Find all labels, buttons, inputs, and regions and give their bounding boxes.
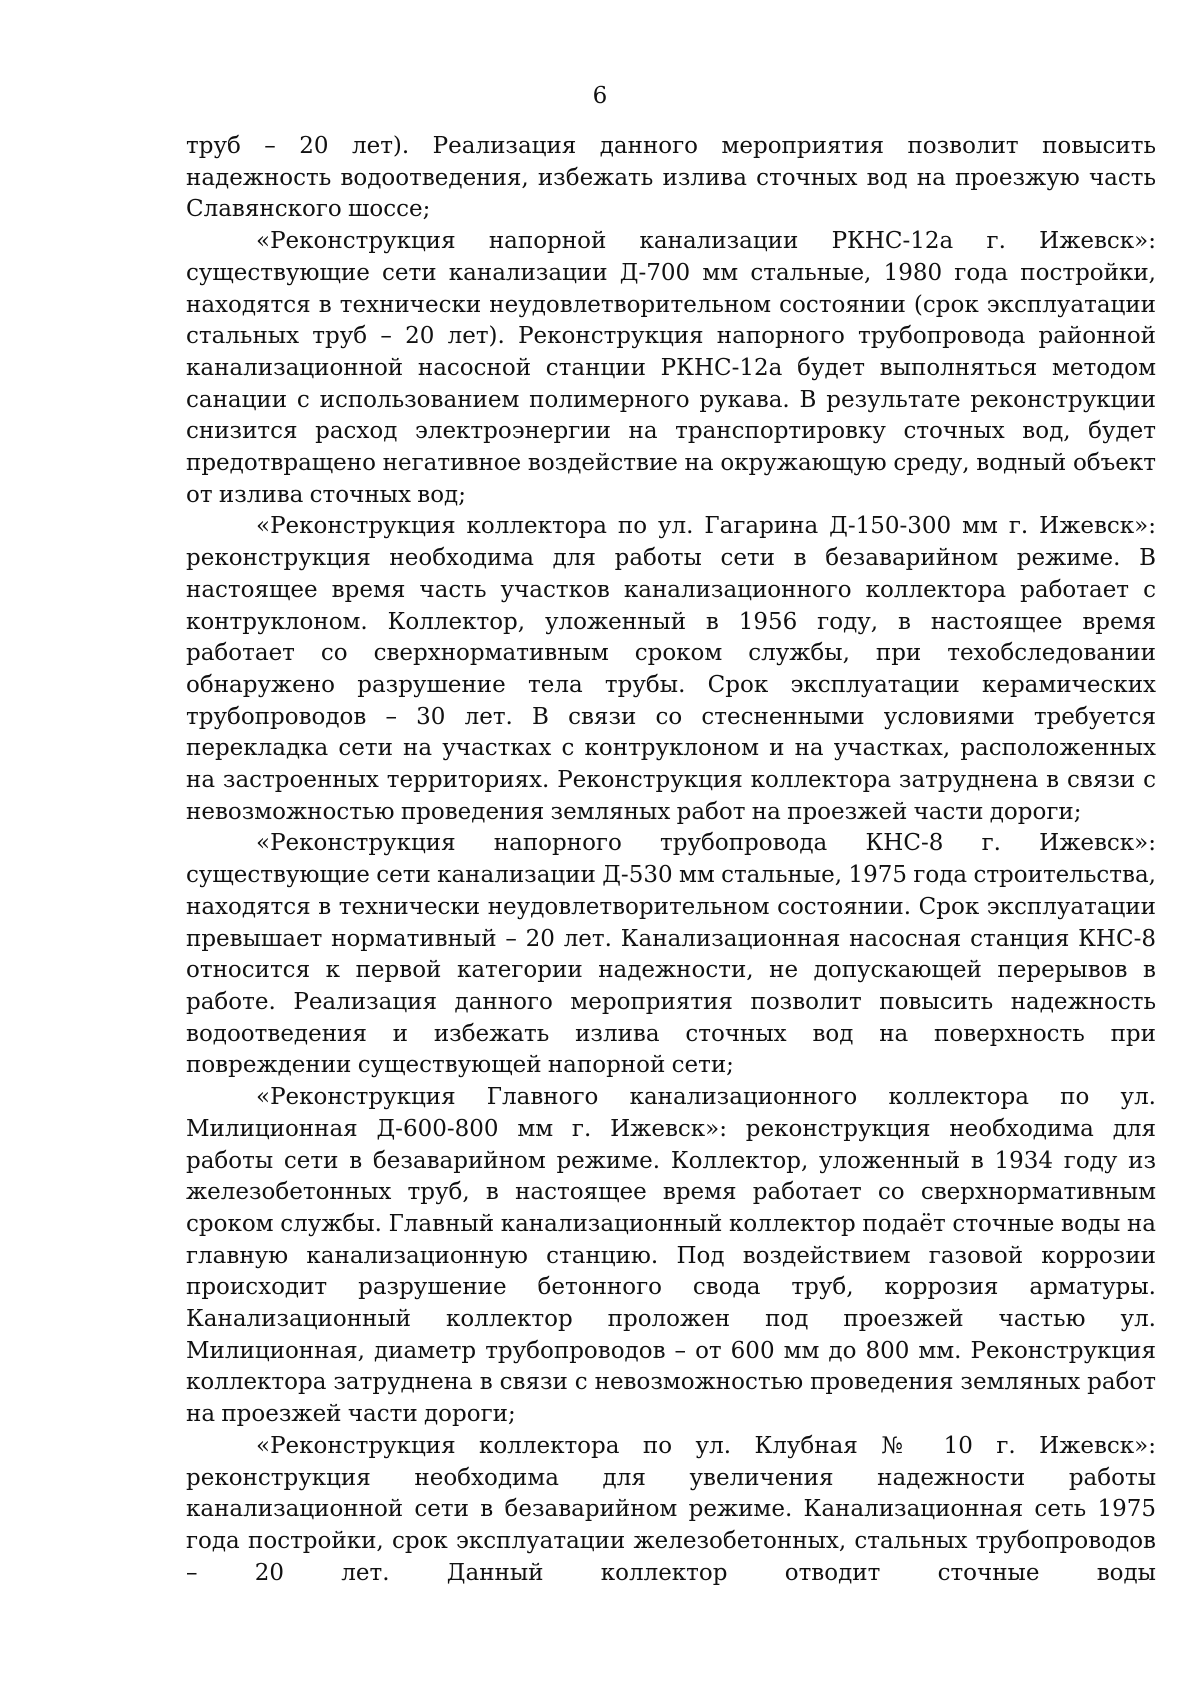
paragraph-gagarina: «Реконструкция коллектора по ул. Гагарина Д-150-300 мм г. Ижевск»: реконструкция необходима для работы сети в безаварийном режиме. В настоящее время часть участков канализационного коллектора работает с контруклоном. Коллектор, уложенный в 1956 году, в настоящее время работает со сверхнормативным сроком службы, при техобследовании обнаружено разрушение тела трубы. Срок эксплуатации керамических трубопроводов – 30 лет. В связи со стесненными условиями требуется перекладка сети на участках с контруклоном и на участках, расположенных на застроенных территориях. Реконструкция коллектора затруднена в связи с невозможностью проведения земляных работ на проезжей части дороги; <box>186 513 1156 825</box>
document-body <box>186 131 1156 1589</box>
paragraph-militsionnaya: «Реконструкция Главного канализационного коллектора по ул. Милиционная Д-600-800 мм г. Ижевск»: реконструкция необходима для работы сети в безаварийном режиме. Коллектор, уложенный в 1934 году из железобетонных труб, в настоящее время работает со сверхнормативным сроком службы. Главный канализационный коллектор подаёт сточные воды на главную канализационную станцию. Под воздействием газовой коррозии происходит разрушение бетонного свода труб, коррозия арматуры. Канализационный коллектор проложен под проезжей частью ул. Милиционная, диаметр трубопроводов – от 600 мм до 800 мм. Реконструкция коллектора затруднена в связи с невозможностью проведения земляных работ на проезжей части дороги; <box>186 1084 1156 1428</box>
paragraph-continuation: труб – 20 лет). Реализация данного мероприятия позволит повысить надежность водоотведения, избежать излива сточных вод на проезжую часть Славянского шоссе; <box>186 133 1156 223</box>
paragraph-rkns-12a: «Реконструкция напорной канализации РКНС-12а г. Ижевск»: существующие сети канализации Д-700 мм стальные, 1980 года постройки, находятся в технически неудовлетворительном состоянии (срок эксплуатации стальных труб – 20 лет). Реконструкция напорного трубопровода районной канализационной насосной станции РКНС-12а будет выполняться методом санации с использованием полимерного рукава. В результате реконструкции снизится расход электроэнергии на транспортировку сточных вод, будет предотвращено негативное воздействие на окружающую среду, водный объект от излива сточных вод; <box>186 228 1156 508</box>
page-number: 6 <box>592 83 608 109</box>
paragraph-kns-8: «Реконструкция напорного трубопровода КНС-8 г. Ижевск»: существующие сети канализации Д-530 мм стальные, 1975 года строительства, находятся в технически неудовлетворительном состоянии. Срок эксплуатации превышает нормативный – 20 лет. Канализационная насосная станция КНС-8 относится к первой категории надежности, не допускающей перерывов в работе. Реализация данного мероприятия позволит повысить надежность водоотведения и избежать излива сточных вод на поверхность при повреждении существующей напорной сети; <box>186 830 1156 1079</box>
paragraph-klubnaya: «Реконструкция коллектора по ул. Клубная № 10 г. Ижевск»: реконструкция необходима для увеличения надежности работы канализационной сети в безаварийном режиме. Канализационная сеть 1975 года постройки, срок эксплуатации железобетонных, стальных трубопроводов – 20 лет. Данный коллектор отводит сточные воды <box>186 1432 1156 1586</box>
